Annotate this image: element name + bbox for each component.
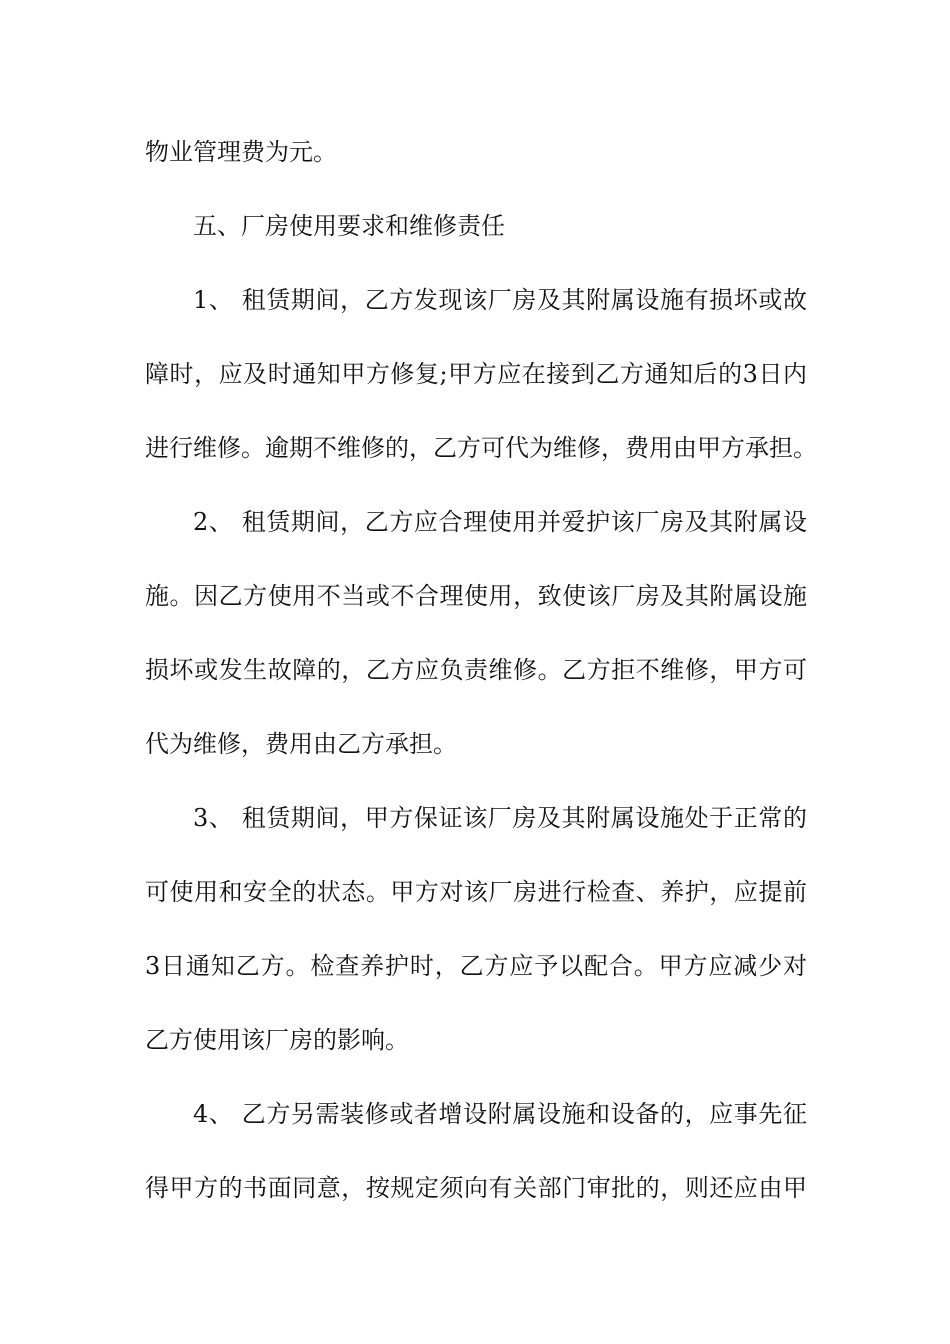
clause-3-line-2: 可使用和安全的状态。甲方对该厂房进行检查、养护，应提前 — [145, 878, 807, 906]
clause-3-line-4: 乙方使用该厂房的影响。 — [145, 1026, 409, 1054]
clause-1-line-1: 1、 租赁期间，乙方发现该厂房及其附属设施有损坏或故 — [193, 286, 807, 314]
text-line: 物业管理费为元。 — [145, 138, 337, 166]
clause-1-line-2: 障时，应及时通知甲方修复;甲方应在接到乙方通知后的3日内 — [145, 360, 807, 388]
clause-2-line-1: 2、 租赁期间，乙方应合理使用并爱护该厂房及其附属设 — [193, 508, 807, 536]
section-heading: 五、厂房使用要求和维修责任 — [193, 212, 505, 240]
clause-4-line-1: 4、 乙方另需装修或者增设附属设施和设备的，应事先征 — [193, 1100, 807, 1128]
clause-2-line-3: 损坏或发生故障的，乙方应负责维修。乙方拒不维修，甲方可 — [145, 656, 807, 684]
clause-3-line-3: 3日通知乙方。检查养护时，乙方应予以配合。甲方应减少对 — [145, 952, 807, 980]
clause-3-line-1: 3、 租赁期间，甲方保证该厂房及其附属设施处于正常的 — [193, 804, 807, 832]
clause-4-line-2: 得甲方的书面同意，按规定须向有关部门审批的，则还应由甲 — [145, 1174, 807, 1202]
clause-1-line-3: 进行维修。逾期不维修的，乙方可代为维修，费用由甲方承担。 — [145, 434, 817, 462]
clause-2-line-2: 施。因乙方使用不当或不合理使用，致使该厂房及其附属设施 — [145, 582, 807, 610]
clause-2-line-4: 代为维修，费用由乙方承担。 — [145, 730, 457, 758]
